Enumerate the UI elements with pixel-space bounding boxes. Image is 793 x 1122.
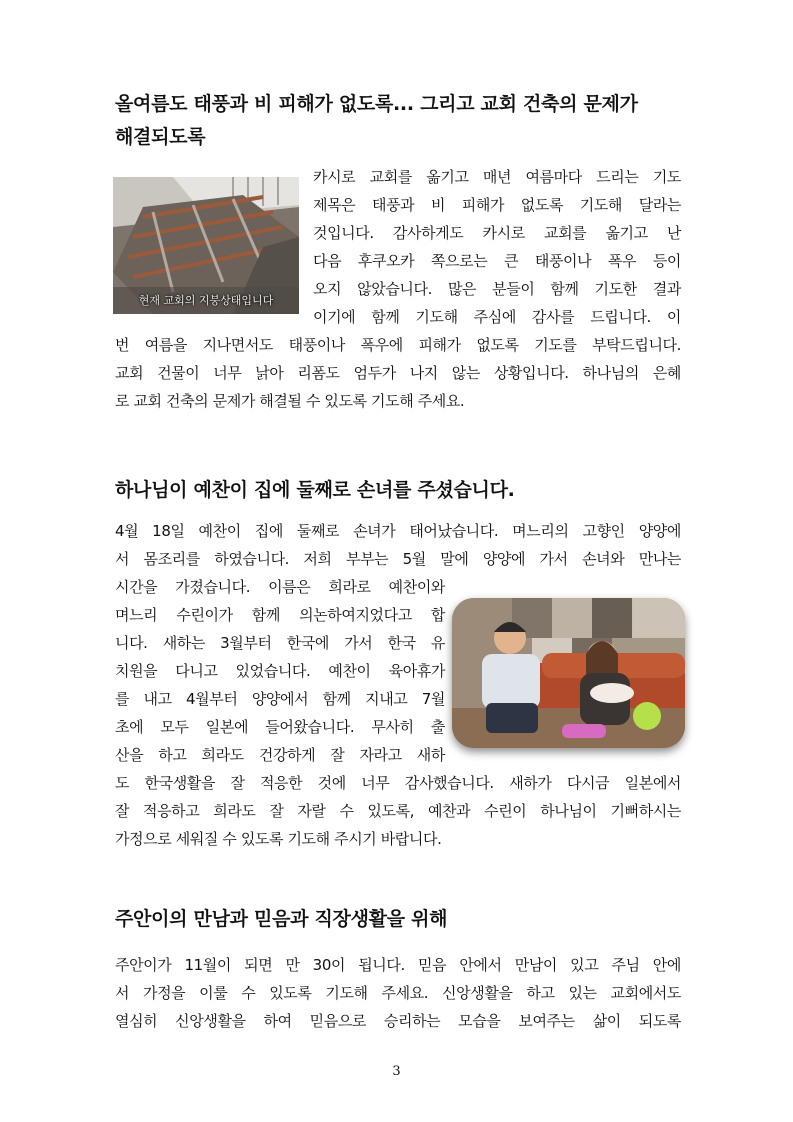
paragraph-line: 잘 적응하고 희라도 잘 자랄 수 있도록, 예찬과 수린이 하나님이 기뻐하시는: [115, 802, 681, 820]
paragraph-line: 다음 후쿠오카 쪽으로는 큰 태풍이나 폭우 등이: [313, 252, 681, 270]
paragraph-line: 이기에 함께 기도해 주심에 감사를 드립니다. 이: [313, 308, 681, 326]
paragraph-line: 산을 하고 희라도 건강하게 잘 자라고 새하: [115, 746, 445, 764]
paragraph-line: 치원을 다니고 있었습니다. 예찬이 육아휴가: [115, 662, 445, 680]
paragraph-line: 며느리 수린이가 함께 의논하여지었다고 합: [115, 606, 445, 624]
family-photo: [452, 598, 685, 748]
section2-heading: 하나님이 예찬이 집에 둘째로 손녀를 주셨습니다.: [115, 479, 515, 501]
paragraph-line: 를 내고 4월부터 양양에서 함께 지내고 7월: [115, 690, 445, 708]
church-roof-photo: [113, 177, 299, 314]
section1-heading: [115, 88, 685, 154]
paragraph-line: 제목은 태풍과 비 피해가 없도록 기도해 달라는: [313, 196, 681, 214]
page-number: 3: [392, 1064, 401, 1079]
paragraph-line: 초에 모두 일본에 들어왔습니다. 무사히 출: [115, 718, 445, 736]
photo-caption: 현재 교회의 지붕상태입니다: [138, 294, 274, 307]
paragraph-line: 오지 않았습니다. 많은 분들이 함께 기도한 결과: [313, 280, 681, 298]
paragraph-line: 가정으로 세워질 수 있도록 기도해 주시기 바랍니다.: [115, 830, 442, 848]
paragraph-line: 열심히 신앙생활을 하여 믿음으로 승리하는 모습을 보여주는 삶이 되도록: [115, 1012, 681, 1030]
paragraph-line: 니다. 새하는 3월부터 한국에 가서 한국 유: [115, 634, 445, 652]
paragraph-line: 카시로 교회를 옮기고 매년 여름마다 드리는 기도: [313, 168, 681, 186]
paragraph-line: 주안이가 11월이 되면 만 30이 됩니다. 믿음 안에서 만남이 있고 주님 안에: [115, 956, 681, 974]
paragraph-line: 교회 건물이 너무 낡아 리폼도 엄두가 나지 않는 상황입니다. 하나님의 은혜: [115, 364, 681, 382]
paragraph-line: 서 가정을 이룰 수 있도록 기도해 주세요. 신앙생활을 하고 있는 교회에서도: [115, 984, 681, 1002]
section1-heading-line1: 올여름도 태풍과 비 피해가 없도록... 그리고 교회 건축의 문제가: [115, 93, 638, 115]
paragraph-line: 시간을 가졌습니다. 이름은 희라로 예찬이와: [115, 578, 445, 596]
paragraph-line: 로 교회 건축의 문제가 해결될 수 있도록 기도해 주세요.: [115, 392, 465, 410]
paragraph-line: 서 몸조리를 하였습니다. 저희 부부는 5월 말에 양양에 가서 손녀와 만나는: [115, 550, 681, 568]
paragraph-line: 4월 18일 예찬이 집에 둘째로 손녀가 태어났습니다. 며느리의 고향인 양양에: [115, 522, 681, 540]
paragraph-line: 것입니다. 감사하게도 카시로 교회를 옮기고 난: [313, 224, 681, 242]
section1-heading-line2: 해결되도록: [115, 126, 206, 148]
family-image: [452, 598, 685, 748]
section3-heading: 주안이의 만남과 믿음과 직장생활을 위해: [115, 908, 448, 930]
paragraph-line: 도 한국생활을 잘 적응한 것에 너무 감사했습니다. 새하가 다시금 일본에서: [115, 774, 681, 792]
paragraph-line: 번 여름을 지나면서도 태풍이나 폭우에 피해가 없도록 기도를 부탁드립니다.: [115, 336, 681, 354]
